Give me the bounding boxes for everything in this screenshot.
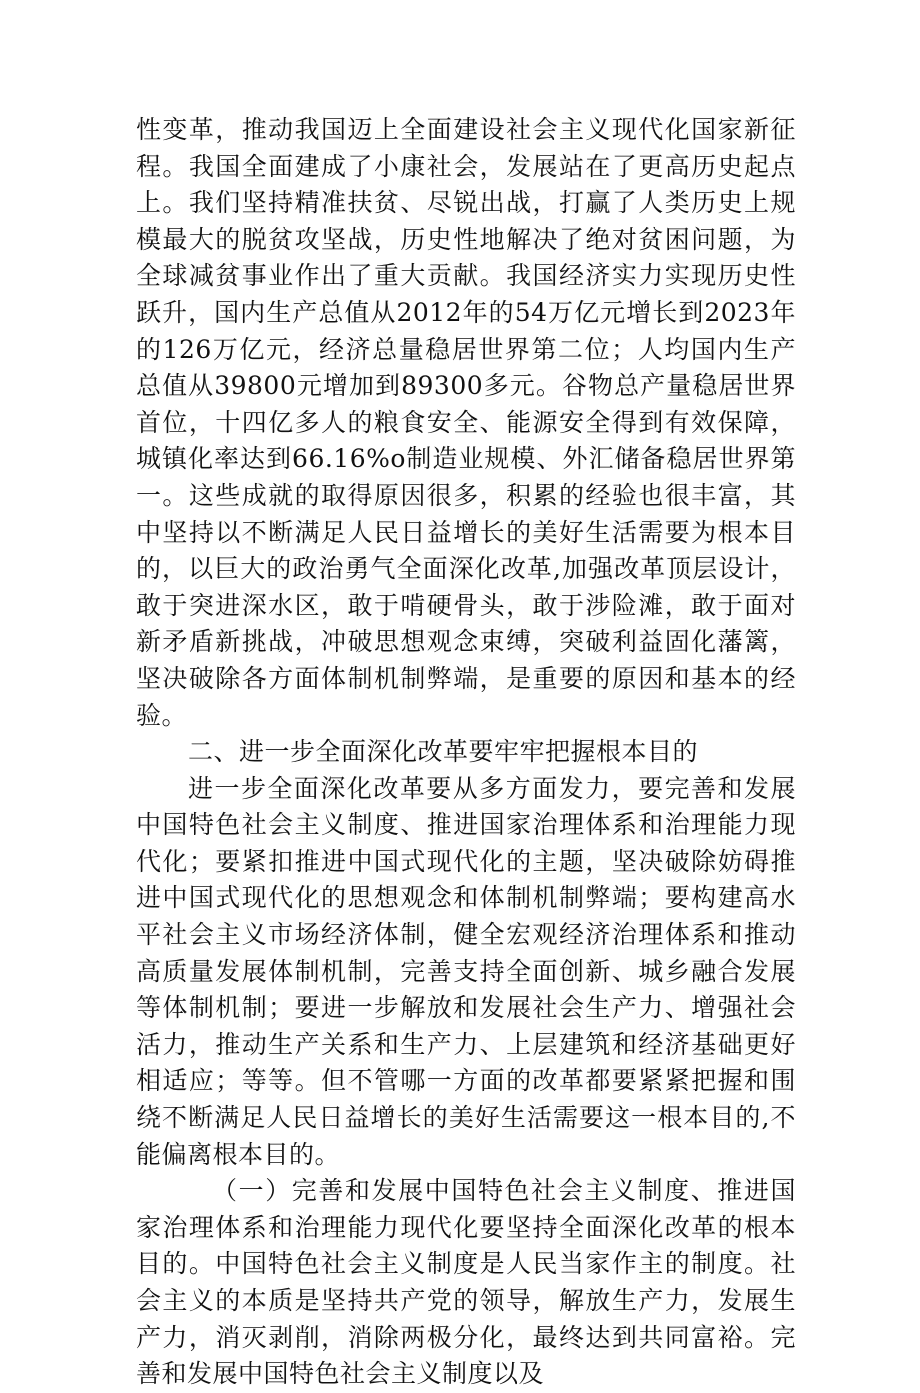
- paragraph-subsection-1: （一）完善和发展中国特色社会主义制度、推进国家治理体系和治理能力现代化要坚持全面深化改革的根本目的。中国特色社会主义制度是人民当家作主的制度。社会主义的本质是坚持共产党的领导，解放生产力，发展生产力，消灭剥削，消除两极分化，最终达到共同富裕。完善和发展中国特色社会主义制度以及: [136, 1176, 796, 1389]
- paragraph-reform-directions: 进一步全面深化改革要从多方面发力，要完善和发展中国特色社会主义制度、推进国家治理体系和治理能力现代化；要紧扣推进中国式现代化的主题，坚决破除妨碍推进中国式现代化的思想观念和体制机制弊端；要构建高水平社会主义市场经济体制，健全宏观经济治理体系和推动高质量发展体制机制，完善支持全面创新、城乡融合发展等体制机制；要进一步解放和发展社会生产力、增强社会活力，推动生产关系和生产力、上层建筑和经济基础更好相适应；等等。但不管哪一方面的改革都要紧紧把握和围绕不断满足人民日益增长的美好生活需要这一根本目的,不能偏离根本目的。: [136, 773, 796, 1169]
- paragraph-achievements: 性变革，推动我国迈上全面建设社会主义现代化国家新征程。我国全面建成了小康社会，发展站在了更高历史起点上。我们坚持精准扶贫、尽锐出战，打赢了人类历史上规模最大的脱贫攻坚战，历史性地解决了绝对贫困问题，为全球减贫事业作出了重大贡献。我国经济实力实现历史性跃升，国内生产总值从2012年的54万亿元增长到2023年的126万亿元，经济总量稳居世界第二位；人均国内生产总值从39800元增加到89300多元。谷物总产量稳居世界首位，十四亿多人的粮食安全、能源安全得到有效保障，城镇化率达到66.16%o制造业规模、外汇储备稳居世界第一。这些成就的取得原因很多，积累的经验也很丰富，其中坚持以不断满足人民日益增长的美好生活需要为根本目的，以巨大的政治勇气全面深化改革,加强改革顶层设计，敢于突进深水区，敢于啃硬骨头，敢于涉险滩，敢于面对新矛盾新挑战，冲破思想观念束缚，突破利益固化藩篱，坚决破除各方面体制机制弊端，是重要的原因和基本的经验。: [136, 115, 796, 730]
- section-heading-2: 二、进一步全面深化改革要牢牢把握根本目的: [188, 737, 699, 767]
- document-body: [136, 112, 796, 1393]
